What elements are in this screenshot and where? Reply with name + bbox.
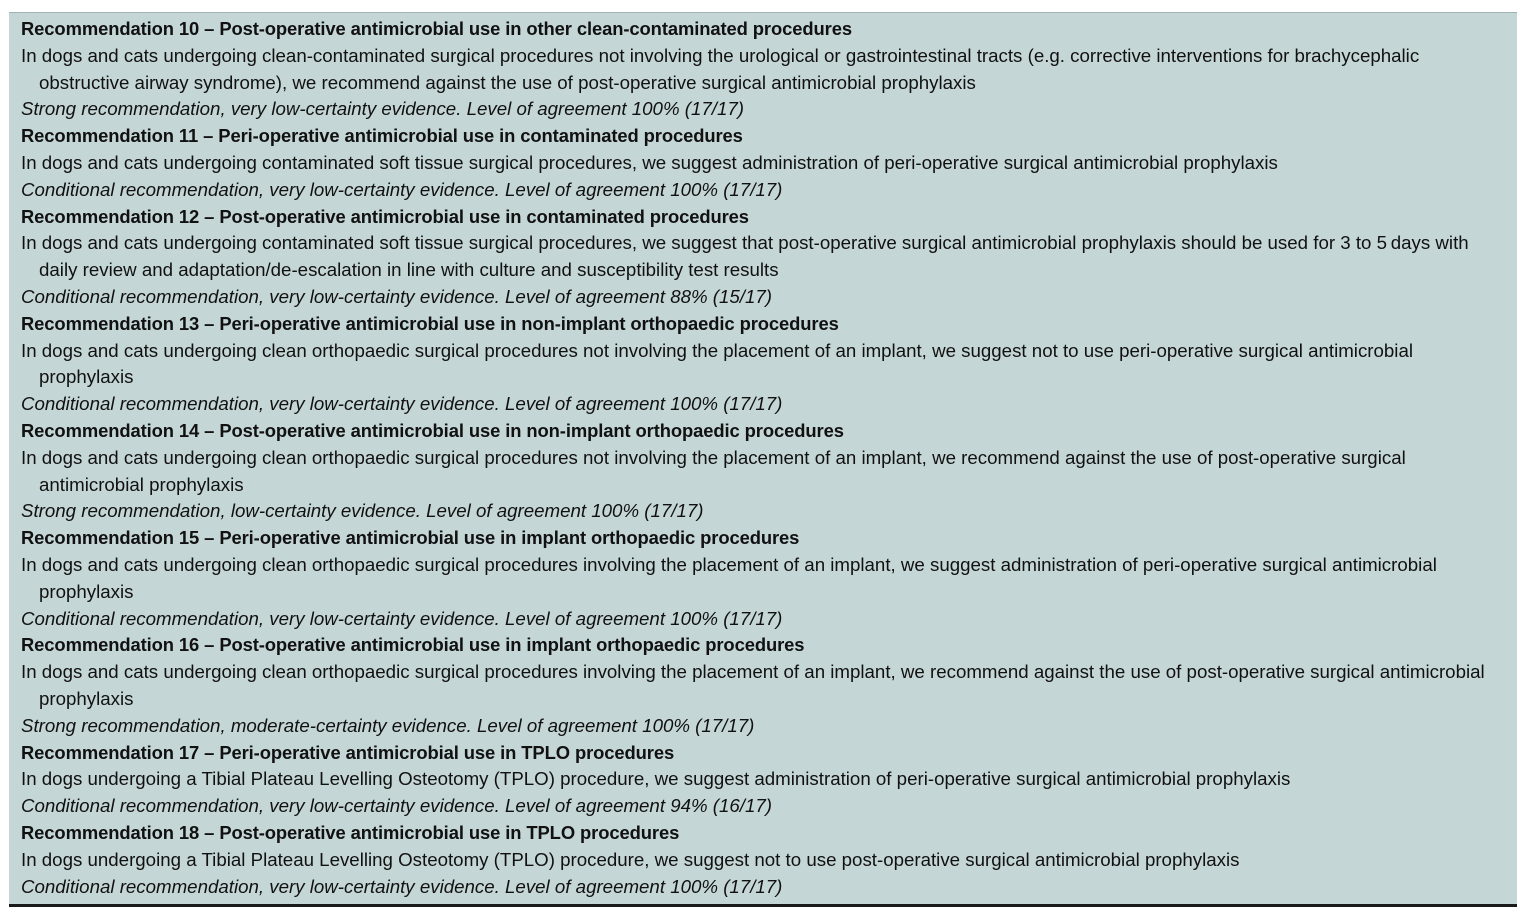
recommendation-title: Recommendation 11 – Peri-operative antimicrobial use in contaminated procedures xyxy=(21,125,743,147)
recommendation-title: Recommendation 18 – Post-operative antimicrobial use in TPLO procedures xyxy=(21,821,680,843)
recommendation-title: Recommendation 12 – Post-operative antimicrobial use in contaminated procedures xyxy=(21,205,749,227)
recommendation-title: Recommendation 15 – Peri-operative antimicrobial use in implant orthopaedic procedures xyxy=(21,527,800,549)
recommendation-18 xyxy=(21,820,1517,900)
recommendation-evidence: Conditional recommendation, very low-certainty evidence. Level of agreement 100% (17/17) xyxy=(21,393,783,415)
recommendation-title: Recommendation 10 – Post-operative antimicrobial use in other clean-contaminated procedures xyxy=(21,18,852,39)
recommendation-body: In dogs and cats undergoing clean-contaminated surgical procedures not involving the urological or gastrointestinal tracts (e.g. corrective interventions for brachycephalic obstructive airway syndrome), we recommend against the use of post-operative surgical antimicrobial prophylaxis xyxy=(21,44,1420,93)
recommendation-14 xyxy=(21,418,1517,525)
recommendation-body: In dogs and cats undergoing contaminated soft tissue surgical procedures, we suggest administration of peri-operative surgical antimicrobial prophylaxis xyxy=(21,151,1278,173)
recommendation-title: Recommendation 17 – Peri-operative antimicrobial use in TPLO procedures xyxy=(21,741,675,763)
table-bottom-rule xyxy=(9,904,1517,907)
recommendation-10 xyxy=(21,16,1517,123)
recommendation-16 xyxy=(21,632,1517,739)
recommendation-17 xyxy=(21,740,1517,820)
recommendation-13 xyxy=(21,311,1517,418)
recommendation-body: In dogs and cats undergoing clean orthopaedic surgical procedures involving the placement of an implant, we recommend against the use of post-operative surgical antimicrobial prophylaxis xyxy=(21,661,1485,709)
recommendation-evidence: Conditional recommendation, very low-certainty evidence. Level of agreement 88% (15/17) xyxy=(21,285,773,307)
recommendation-evidence: Conditional recommendation, very low-certainty evidence. Level of agreement 100% (17/17) xyxy=(21,875,783,897)
recommendation-body: In dogs and cats undergoing clean orthopaedic surgical procedures involving the placement of an implant, we suggest administration of peri-operative surgical antimicrobial prophylaxis xyxy=(21,553,1437,602)
recommendation-body: In dogs undergoing a Tibial Plateau Levelling Osteotomy (TPLO) procedure, we suggest not to use post-operative surgical antimicrobial prophylaxis xyxy=(21,848,1240,870)
recommendation-evidence: Strong recommendation, moderate-certainty evidence. Level of agreement 100% (17/17) xyxy=(21,714,755,736)
recommendation-15 xyxy=(21,525,1517,632)
recommendation-evidence: Conditional recommendation, very low-certainty evidence. Level of agreement 100% (17/17) xyxy=(21,607,783,629)
recommendation-body: In dogs and cats undergoing clean orthopaedic surgical procedures not involving the placement of an implant, we recommend against the use of post-operative surgical antimicrobial prophylaxis xyxy=(21,446,1406,495)
recommendation-body: In dogs and cats undergoing contaminated soft tissue surgical procedures, we suggest that post-operative surgical antimicrobial prophylaxis should be used for 3 to 5 days with daily review and adaptation/de-escalation in line with culture and susceptibility test results xyxy=(21,232,1469,281)
recommendation-evidence: Conditional recommendation, very low-certainty evidence. Level of agreement 94% (16/17) xyxy=(21,795,773,817)
recommendation-evidence: Strong recommendation, low-certainty evidence. Level of agreement 100% (17/17) xyxy=(21,500,704,522)
recommendation-evidence: Strong recommendation, very low-certainty evidence. Level of agreement 100% (17/17) xyxy=(21,98,744,120)
recommendation-evidence: Conditional recommendation, very low-certainty evidence. Level of agreement 100% (17/17) xyxy=(21,178,783,200)
recommendation-title: Recommendation 13 – Peri-operative antimicrobial use in non-implant orthopaedic procedures xyxy=(21,312,839,334)
recommendation-body: In dogs undergoing a Tibial Plateau Levelling Osteotomy (TPLO) procedure, we suggest administration of peri-operative surgical antimicrobial prophylaxis xyxy=(21,768,1291,790)
recommendation-12 xyxy=(21,204,1517,311)
recommendation-body: In dogs and cats undergoing clean orthopaedic surgical procedures not involving the placement of an implant, we suggest not to use peri-operative surgical antimicrobial prophylaxis xyxy=(21,339,1413,388)
recommendations-box xyxy=(9,12,1517,904)
recommendation-title: Recommendation 14 – Post-operative antimicrobial use in non-implant orthopaedic procedures xyxy=(21,419,844,441)
recommendation-title: Recommendation 16 – Post-operative antimicrobial use in implant orthopaedic procedures xyxy=(21,634,805,656)
recommendation-11 xyxy=(21,123,1517,203)
